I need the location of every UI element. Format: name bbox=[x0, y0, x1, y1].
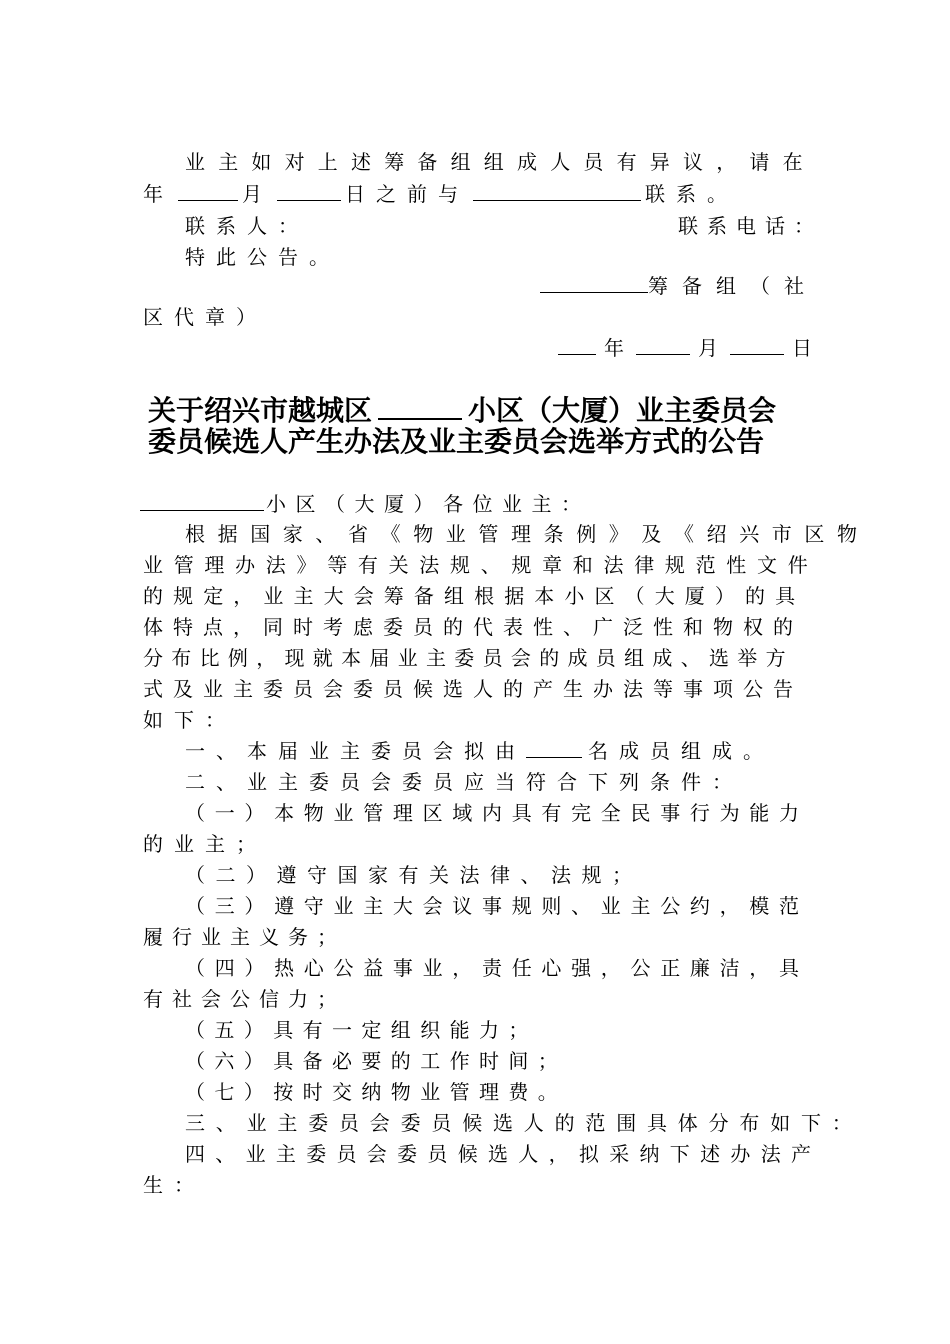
date-day-blank bbox=[730, 336, 784, 355]
condition-3: （三）遵守业主大会议事规则、业主公约，模范 bbox=[185, 894, 809, 918]
year-label: 年 bbox=[143, 182, 174, 206]
title-suffix: 小区（大厦）业主委员会 bbox=[468, 394, 777, 427]
condition-1: （一）本物业管理区域内具有完全民事行为能力 bbox=[185, 801, 809, 825]
day-before-label: 日之前与 bbox=[345, 182, 469, 206]
contact-phone-label: 联系电话： bbox=[678, 214, 823, 238]
body-paragraph-line: 根据国家、省《物业管理条例》及《绍兴市区物 bbox=[185, 522, 870, 546]
condition-4: （四）热心公益事业，责任心强，公正廉洁，具 bbox=[185, 956, 809, 980]
notice-paragraph-line-1: 业主如对上述筹备组组成人员有异议，请在 bbox=[185, 150, 816, 174]
condition-2: （二）遵守国家有关法律、法规； bbox=[185, 863, 643, 887]
contact-person-label: 联系人： bbox=[185, 214, 309, 238]
body-paragraph-line: 分布比例，现就本届业主委员会的成员组成、选举方 bbox=[143, 646, 794, 670]
condition-3-continued: 履行业主义务； bbox=[143, 925, 346, 949]
condition-7: （七）按时交纳物业管理费。 bbox=[185, 1080, 568, 1104]
contact-blank bbox=[473, 182, 641, 201]
title-prefix: 关于绍兴市越城区 bbox=[148, 394, 373, 427]
item-4: 四、业主委员会委员候选人，拟采纳下述办法产 bbox=[185, 1142, 822, 1166]
signature-line bbox=[540, 272, 818, 300]
condition-1-continued: 的业主； bbox=[143, 832, 267, 856]
date-month-label: 月 bbox=[698, 336, 722, 360]
notice-date bbox=[558, 334, 816, 362]
month-label: 月 bbox=[242, 182, 273, 206]
member-count-blank bbox=[526, 739, 582, 758]
item-3: 三、业主委员会委员候选人的范围具体分布如下： bbox=[185, 1111, 863, 1135]
signature-blank bbox=[540, 274, 648, 293]
condition-4-continued: 有社会公信力； bbox=[143, 987, 346, 1011]
body-paragraph-line: 如下： bbox=[143, 708, 236, 732]
year-blank bbox=[178, 182, 238, 201]
notice-paragraph-line-2 bbox=[143, 180, 738, 208]
salutation bbox=[140, 490, 591, 518]
body-paragraph-line: 式及业主委员会委员候选人的产生办法等事项公告 bbox=[143, 677, 803, 701]
item-2: 二、业主委员会委员应当符合下列条件： bbox=[185, 770, 743, 794]
title-community-blank bbox=[378, 392, 462, 420]
body-paragraph-line: 体特点，同时考虑委员的代表性、广泛性和物权的 bbox=[143, 615, 803, 639]
item-1-text: 一、本届业主委员会拟由 bbox=[185, 739, 526, 763]
date-month-blank bbox=[636, 336, 690, 355]
community-stamp-label: 区代章） bbox=[143, 305, 267, 329]
date-day-label: 日 bbox=[792, 336, 816, 360]
body-paragraph-line: 的规定，业主大会筹备组根据本小区（大厦）的具 bbox=[143, 584, 806, 608]
document-title-line-2: 委员候选人产生办法及业主委员会选举方式的公告 bbox=[148, 425, 765, 458]
condition-6: （六）具备必要的工作时间； bbox=[185, 1049, 568, 1073]
date-year-blank bbox=[558, 336, 596, 355]
item-1 bbox=[185, 737, 774, 765]
salutation-text: 小区（大厦）各位业主： bbox=[266, 492, 591, 516]
item-1-suffix: 名成员组成。 bbox=[588, 739, 774, 763]
body-paragraph-line: 业管理办法》等有关法规、规章和法律规范性文件 bbox=[143, 553, 819, 577]
contact-label: 联系。 bbox=[645, 182, 738, 206]
special-notice: 特此公告。 bbox=[185, 245, 340, 269]
salutation-community-blank bbox=[140, 492, 264, 511]
item-4-continued: 生： bbox=[143, 1173, 205, 1197]
day-blank bbox=[277, 182, 341, 201]
condition-5: （五）具有一定组织能力； bbox=[185, 1018, 538, 1042]
preparatory-group-label: 筹备组（社 bbox=[648, 274, 818, 298]
date-year-label: 年 bbox=[604, 336, 628, 360]
